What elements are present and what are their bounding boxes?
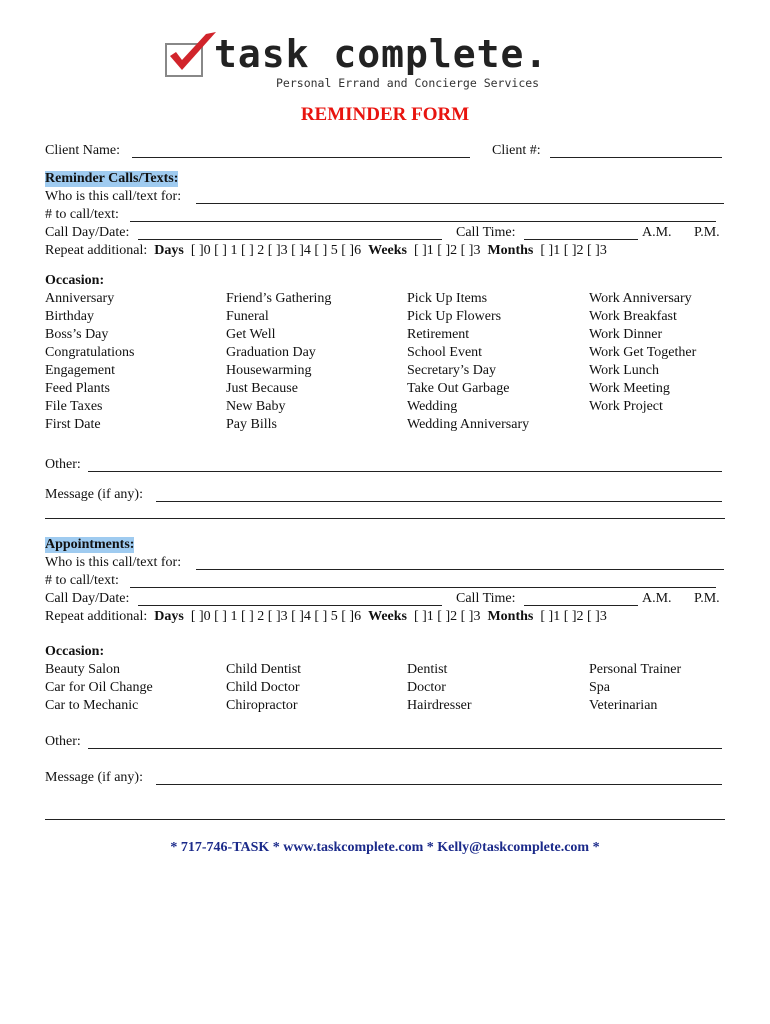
occasion-option[interactable]: Friend’s Gathering — [226, 291, 332, 306]
occasion-option[interactable]: Child Dentist — [226, 662, 302, 677]
reminder-occasion-col-3 — [407, 290, 529, 434]
occasion-option[interactable]: Work Breakfast — [589, 309, 677, 324]
appt-to-label: # to call/text: — [45, 573, 119, 588]
reminder-who-label: Who is this call/text for: — [45, 189, 182, 204]
reminder-other-label: Other: — [45, 457, 81, 472]
repeat-label: Repeat additional: — [45, 243, 148, 258]
appt-message-label: Message (if any): — [45, 770, 143, 785]
months-label: Months — [487, 609, 534, 624]
occasion-option[interactable]: File Taxes — [45, 399, 103, 414]
reminder-am[interactable]: A.M. — [642, 225, 672, 240]
occasion-option[interactable]: Birthday — [45, 309, 94, 324]
weeks-options[interactable]: [ ]1 [ ]2 [ ]3 — [413, 609, 481, 624]
occasion-option[interactable]: Work Anniversary — [589, 291, 692, 306]
reminder-time-label: Call Time: — [456, 225, 516, 240]
months-options[interactable]: [ ]1 [ ]2 [ ]3 — [540, 243, 607, 258]
occasion-option[interactable]: Engagement — [45, 363, 115, 378]
logo — [160, 26, 620, 96]
occasion-option[interactable]: Dentist — [407, 662, 448, 677]
occasion-option[interactable]: Just Because — [226, 381, 298, 396]
occasion-option[interactable]: New Baby — [226, 399, 286, 414]
appt-occasion-col-2 — [226, 661, 301, 715]
occasion-option[interactable]: Work Get Together — [589, 345, 697, 360]
reminder-other-field[interactable] — [88, 471, 722, 472]
months-label: Months — [487, 243, 534, 258]
reminder-repeat-row — [45, 243, 607, 259]
weeks-label: Weeks — [368, 243, 407, 258]
occasion-option[interactable]: Funeral — [226, 309, 269, 324]
repeat-label: Repeat additional: — [45, 609, 148, 624]
occasion-option[interactable]: Work Dinner — [589, 327, 663, 342]
occasion-option[interactable]: Congratulations — [45, 345, 135, 360]
occasion-option[interactable]: Retirement — [407, 327, 470, 342]
appt-occasion-col-3 — [407, 661, 472, 715]
appt-day-label: Call Day/Date: — [45, 591, 130, 606]
occasion-option[interactable]: Work Project — [589, 399, 663, 414]
occasion-option[interactable]: Secretary’s Day — [407, 363, 497, 378]
reminder-heading: Reminder Calls/Texts: — [45, 171, 179, 186]
appt-repeat-row — [45, 609, 607, 625]
occasion-option[interactable]: Hairdresser — [407, 698, 472, 713]
appt-message-field-2[interactable] — [45, 819, 725, 820]
appt-am[interactable]: A.M. — [642, 591, 672, 606]
checkbox-check-icon — [162, 30, 222, 82]
reminder-who-field[interactable] — [196, 203, 724, 204]
occasion-option[interactable]: Car for Oil Change — [45, 680, 153, 695]
form-title: REMINDER FORM — [300, 104, 470, 125]
reminder-message-field[interactable] — [156, 501, 722, 502]
weeks-options[interactable]: [ ]1 [ ]2 [ ]3 — [413, 243, 481, 258]
months-options[interactable]: [ ]1 [ ]2 [ ]3 — [540, 609, 607, 624]
days-label: Days — [154, 243, 184, 258]
reminder-day-field[interactable] — [138, 239, 442, 240]
days-label: Days — [154, 609, 184, 624]
occasion-option[interactable]: Get Well — [226, 327, 276, 342]
footer-contact: * 717-746-TASK * www.taskcomplete.com * Kelly@taskcomplete.com * — [170, 840, 600, 855]
reminder-to-label: # to call/text: — [45, 207, 119, 222]
occasion-option[interactable]: Housewarming — [226, 363, 312, 378]
days-options[interactable]: [ ]0 [ ] 1 [ ] 2 [ ]3 [ ]4 [ ] 5 [ ]6 — [190, 609, 362, 624]
appt-to-field[interactable] — [130, 587, 716, 588]
appt-who-field[interactable] — [196, 569, 724, 570]
appt-pm[interactable]: P.M. — [694, 591, 720, 606]
occasion-option[interactable]: Pick Up Items — [407, 291, 488, 306]
reminder-day-label: Call Day/Date: — [45, 225, 130, 240]
appt-time-field[interactable] — [524, 605, 638, 606]
occasion-option[interactable]: Graduation Day — [226, 345, 316, 360]
occasion-option[interactable]: Spa — [589, 680, 610, 695]
appt-who-label: Who is this call/text for: — [45, 555, 182, 570]
client-number-label: Client #: — [492, 143, 541, 158]
reminder-occasion-col-1 — [45, 290, 134, 434]
occasion-option[interactable]: Take Out Garbage — [407, 381, 510, 396]
reminder-to-field[interactable] — [130, 221, 716, 222]
occasion-option[interactable]: Pay Bills — [226, 417, 277, 432]
occasion-option[interactable]: Feed Plants — [45, 381, 110, 396]
occasion-option[interactable]: Boss’s Day — [45, 327, 109, 342]
occasion-option[interactable]: Chiropractor — [226, 698, 298, 713]
occasion-option[interactable]: Veterinarian — [589, 698, 658, 713]
appt-day-field[interactable] — [138, 605, 442, 606]
reminder-message-field-2[interactable] — [45, 518, 725, 519]
occasion-option[interactable]: Beauty Salon — [45, 662, 121, 677]
reminder-occasion-col-4 — [589, 290, 696, 416]
reminder-occasion-col-2 — [226, 290, 331, 434]
occasion-option[interactable]: Anniversary — [45, 291, 115, 306]
appt-occasion-col-1 — [45, 661, 153, 715]
client-name-field[interactable] — [132, 157, 470, 158]
client-number-field[interactable] — [550, 157, 722, 158]
reminder-time-field[interactable] — [524, 239, 638, 240]
reminder-message-label: Message (if any): — [45, 487, 143, 502]
client-name-label: Client Name: — [45, 143, 121, 158]
occasion-option[interactable]: Wedding — [407, 399, 458, 414]
appt-time-label: Call Time: — [456, 591, 516, 606]
reminder-pm[interactable]: P.M. — [694, 225, 720, 240]
appt-occasion-label: Occasion: — [45, 644, 105, 659]
occasion-option[interactable]: Pick Up Flowers — [407, 309, 502, 324]
appt-other-field[interactable] — [88, 748, 722, 749]
occasion-option[interactable]: School Event — [407, 345, 483, 360]
weeks-label: Weeks — [368, 609, 407, 624]
occasion-option[interactable]: Doctor — [407, 680, 446, 695]
occasion-option[interactable]: Work Lunch — [589, 363, 660, 378]
occasion-option[interactable]: Child Doctor — [226, 680, 300, 695]
occasion-option[interactable]: Work Meeting — [589, 381, 670, 396]
appt-occasion-col-4 — [589, 661, 681, 715]
occasion-option[interactable]: Personal Trainer — [589, 662, 682, 677]
occasion-option[interactable]: First Date — [45, 417, 101, 432]
logo-name: task complete. — [214, 32, 549, 76]
occasion-option[interactable]: Wedding Anniversary — [407, 417, 530, 432]
occasion-option[interactable]: Car to Mechanic — [45, 698, 139, 713]
appointments-heading: Appointments: — [45, 537, 135, 552]
appt-other-label: Other: — [45, 734, 81, 749]
reminder-occasion-label: Occasion: — [45, 273, 105, 288]
days-options[interactable]: [ ]0 [ ] 1 [ ] 2 [ ]3 [ ]4 [ ] 5 [ ]6 — [190, 243, 362, 258]
logo-tagline: Personal Errand and Concierge Services — [276, 76, 540, 90]
appt-message-field[interactable] — [156, 784, 722, 785]
